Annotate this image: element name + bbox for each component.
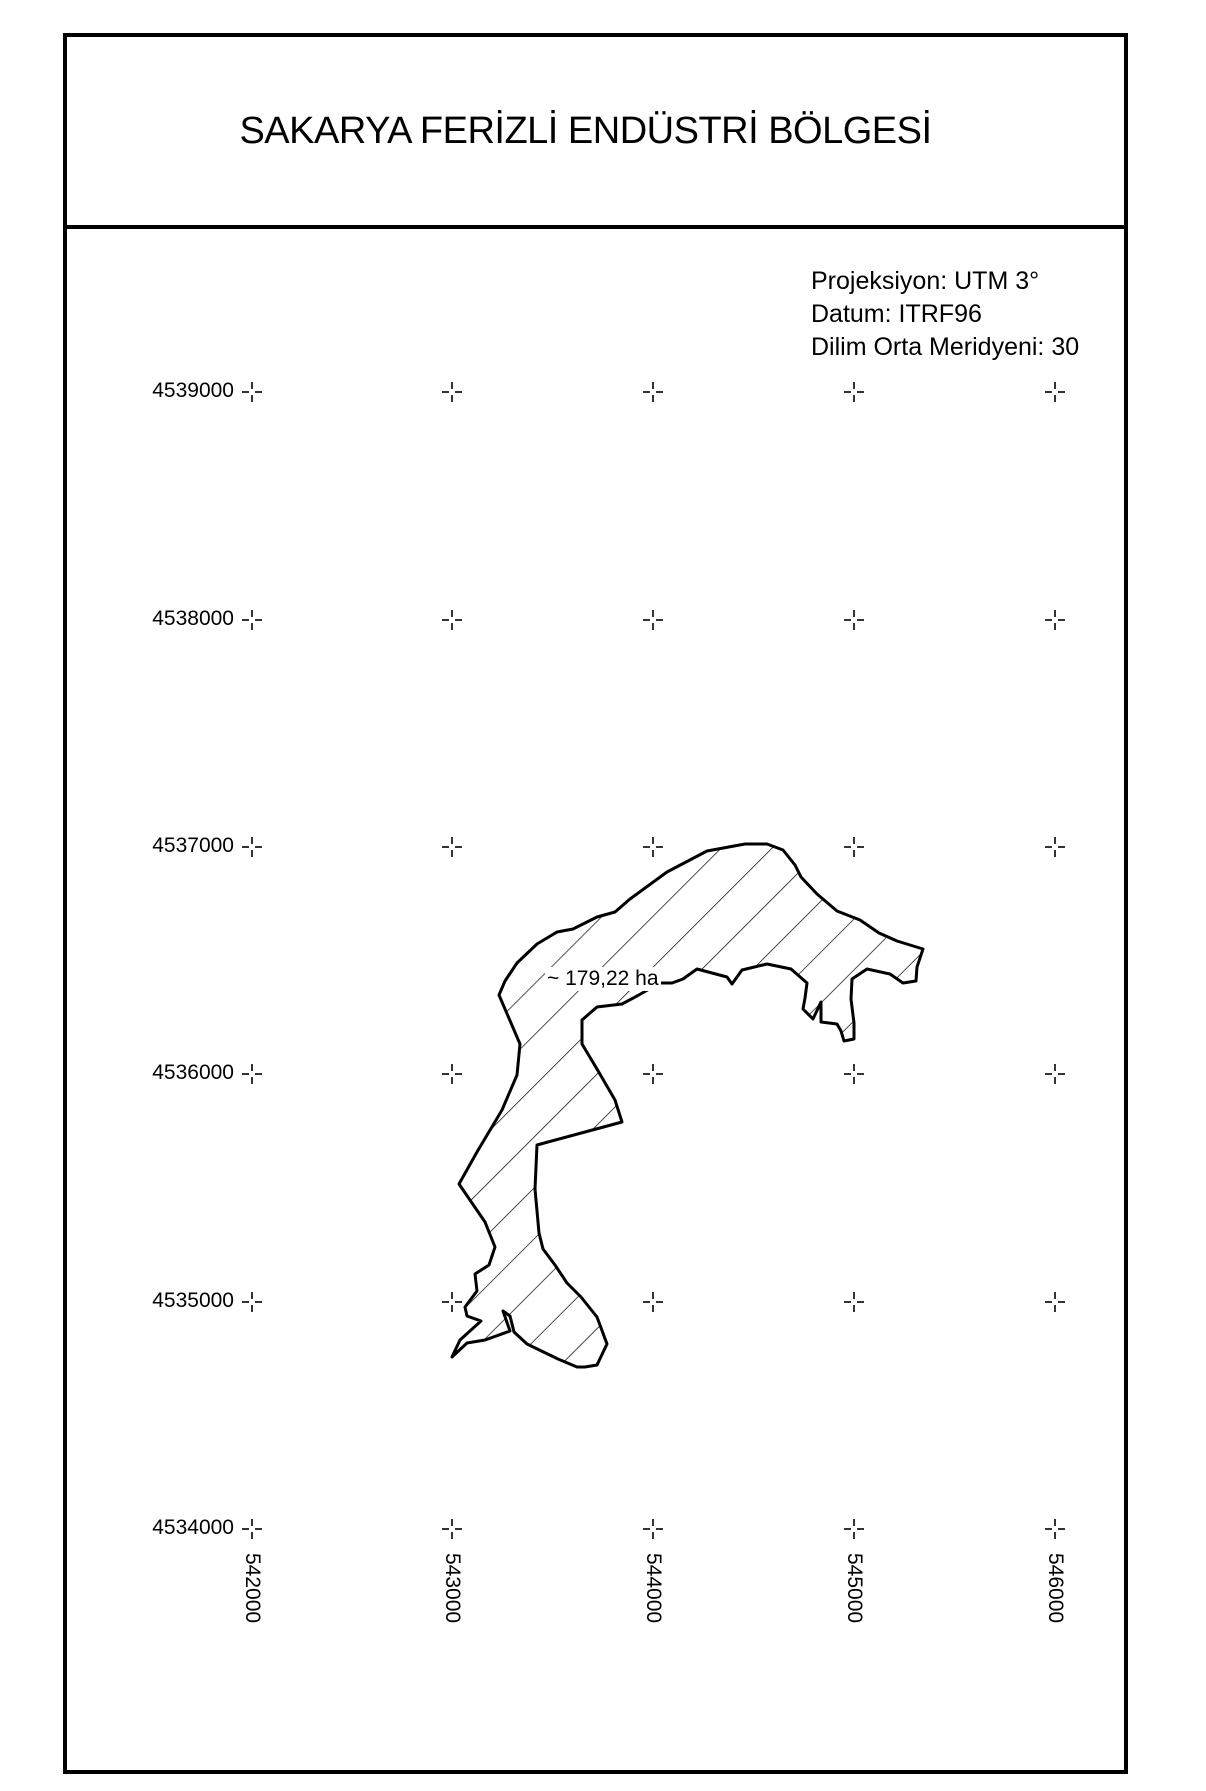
grid-cross xyxy=(242,1519,262,1539)
grid-cross xyxy=(242,382,262,402)
grid-cross xyxy=(844,1519,864,1539)
northing-label: 4534000 xyxy=(152,1516,234,1539)
northing-label: 4539000 xyxy=(152,379,234,402)
map-area xyxy=(67,229,1124,1770)
grid-cross xyxy=(844,837,864,857)
easting-label: 542000 xyxy=(241,1553,264,1624)
grid-cross xyxy=(242,1064,262,1084)
easting-label: 546000 xyxy=(1044,1553,1067,1624)
map-title: SAKARYA FERİZLİ ENDÜSTRİ BÖLGESİ xyxy=(239,109,932,152)
grid-cross xyxy=(242,610,262,630)
grid-cross xyxy=(242,837,262,857)
grid-cross xyxy=(1045,1292,1065,1312)
grid-cross xyxy=(844,1064,864,1084)
northing-label: 4538000 xyxy=(152,607,234,630)
grid-cross xyxy=(643,1292,663,1312)
grid-cross xyxy=(442,610,462,630)
grid-cross xyxy=(442,1519,462,1539)
grid-cross xyxy=(643,610,663,630)
grid-cross xyxy=(1045,1519,1065,1539)
grid-cross xyxy=(242,1292,262,1312)
grid-cross xyxy=(844,1292,864,1312)
grid-cross xyxy=(442,837,462,857)
easting-label: 544000 xyxy=(642,1553,665,1624)
title-box xyxy=(67,37,1124,229)
easting-label: 545000 xyxy=(843,1553,866,1624)
grid-cross xyxy=(844,382,864,402)
grid-cross xyxy=(844,610,864,630)
grid-cross xyxy=(643,382,663,402)
map-frame xyxy=(63,33,1128,1774)
grid-cross xyxy=(442,1292,462,1312)
projection-line: Projeksiyon: UTM 3° xyxy=(811,267,1040,295)
grid-cross xyxy=(643,837,663,857)
area-label: ~ 179,22 ha xyxy=(547,967,659,990)
grid-cross xyxy=(1045,837,1065,857)
northing-label: 4535000 xyxy=(152,1289,234,1312)
grid-cross xyxy=(442,1064,462,1084)
grid-cross xyxy=(442,382,462,402)
grid-cross xyxy=(1045,1064,1065,1084)
grid-cross xyxy=(1045,610,1065,630)
meridian-line: Dilim Orta Meridyeni: 30 xyxy=(811,333,1080,361)
northing-label: 4537000 xyxy=(152,834,234,857)
grid-cross xyxy=(1045,382,1065,402)
datum-line: Datum: ITRF96 xyxy=(811,300,982,328)
industrial-zone-boundary xyxy=(452,844,923,1367)
easting-label: 543000 xyxy=(441,1553,464,1624)
grid-cross xyxy=(643,1064,663,1084)
grid-cross xyxy=(643,1519,663,1539)
northing-label: 4536000 xyxy=(152,1061,234,1084)
